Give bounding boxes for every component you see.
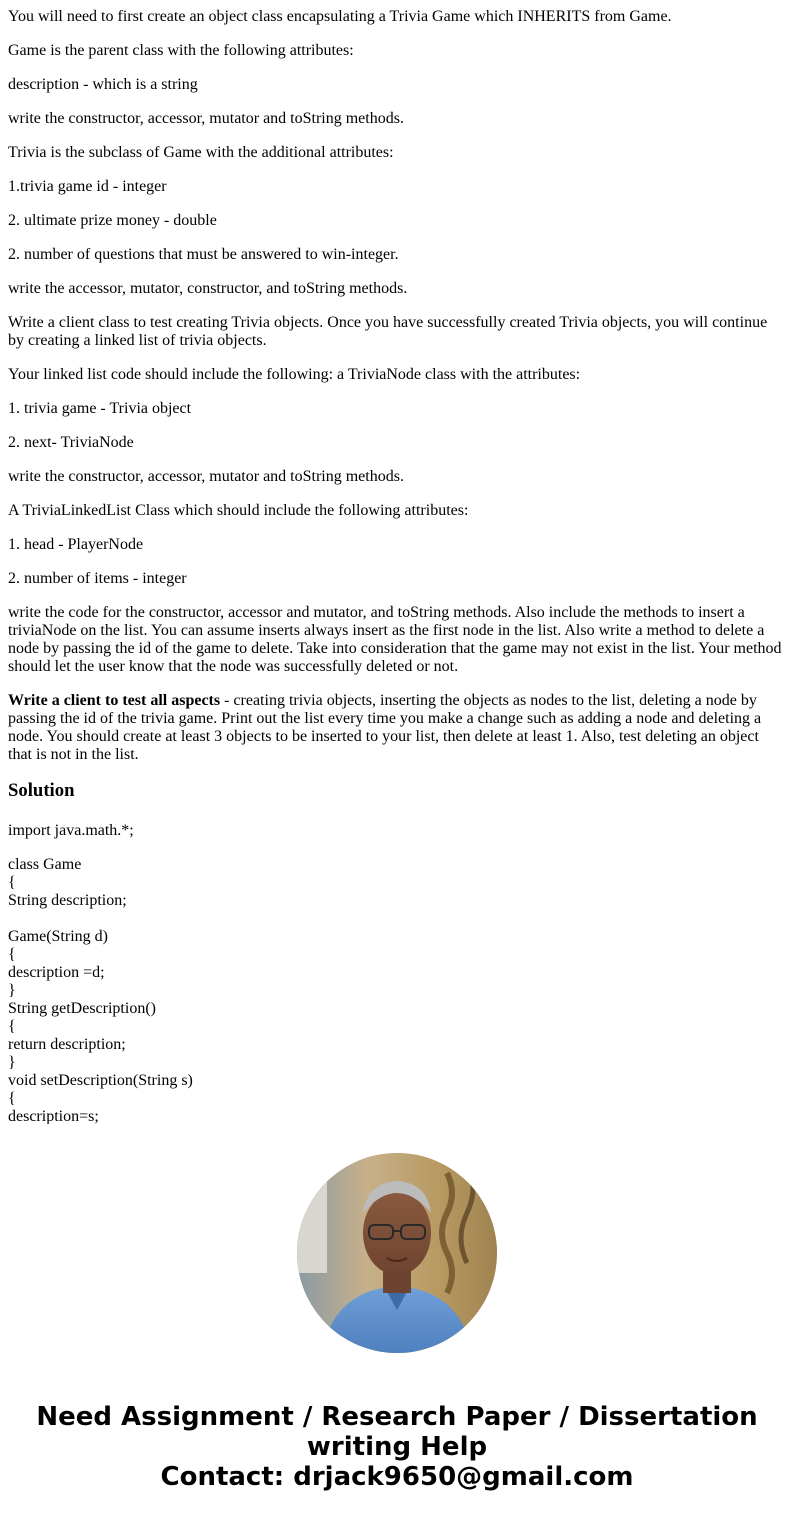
code-line: } bbox=[8, 982, 16, 999]
question-paragraph: Write a client class to test creating Trivia objects. Once you have successfully created Trivia objects, you will continue by creating a linked list of trivia objects. bbox=[8, 314, 768, 349]
banner-line-3: Contact: drjack9650@gmail.com bbox=[160, 1462, 634, 1492]
question-final-paragraph bbox=[8, 692, 784, 764]
question-paragraph: write the constructor, accessor, mutator and toString methods. bbox=[8, 468, 404, 485]
code-line: Game(String d) bbox=[8, 928, 108, 945]
document-body bbox=[8, 0, 784, 1124]
author-avatar bbox=[297, 1153, 497, 1353]
author-photo-image bbox=[297, 1153, 497, 1353]
code-line: } bbox=[8, 1054, 16, 1071]
contact-banner bbox=[0, 1402, 794, 1492]
question-paragraph: write the code for the constructor, accessor and mutator, and toString methods. Also include the methods to insert a triviaNode on the list. You can assume inserts always insert as the first node in the list. Also write a method to delete a node by passing the id of the game to delete. Take into consideration that the game may not exist in the list. Your method should let the user know that the node was successfully deleted or not. bbox=[8, 604, 782, 675]
code-line bbox=[8, 910, 784, 928]
code-line: return description; bbox=[8, 1036, 126, 1053]
code-line: class Game bbox=[8, 856, 82, 873]
code-line: String description; bbox=[8, 892, 127, 909]
banner-line-1: Need Assignment / Research Paper / Dissertation bbox=[36, 1402, 758, 1432]
solution-code bbox=[8, 822, 784, 1124]
question-text bbox=[8, 8, 784, 764]
question-paragraph: 1. trivia game - Trivia object bbox=[8, 400, 192, 417]
question-paragraph: 1. head - PlayerNode bbox=[8, 536, 144, 553]
code-line: description =d; bbox=[8, 964, 105, 981]
code-line: { bbox=[8, 946, 16, 963]
code-line: { bbox=[8, 1090, 16, 1107]
question-paragraph: write the accessor, mutator, constructor, and toString methods. bbox=[8, 280, 408, 297]
solution-heading: Solution bbox=[8, 780, 75, 801]
code-line: { bbox=[8, 874, 16, 891]
question-paragraph: Your linked list code should include the following: a TriviaNode class with the attributes: bbox=[8, 366, 581, 383]
question-paragraph: write the constructor, accessor, mutator and toString methods. bbox=[8, 110, 404, 127]
question-paragraph: Trivia is the subclass of Game with the additional attributes: bbox=[8, 144, 394, 161]
banner-line-2: writing Help bbox=[306, 1432, 488, 1462]
code-line: description=s; bbox=[8, 1108, 99, 1124]
code-import-line: import java.math.*; bbox=[8, 822, 134, 839]
code-line: String getDescription() bbox=[8, 1000, 156, 1017]
code-lines bbox=[8, 856, 784, 1124]
question-paragraph: Game is the parent class with the following attributes: bbox=[8, 42, 354, 59]
question-final-bold: Write a client to test all aspects bbox=[8, 692, 221, 709]
question-paragraph: 1.trivia game id - integer bbox=[8, 178, 167, 195]
question-paragraph: A TriviaLinkedList Class which should include the following attributes: bbox=[8, 502, 469, 519]
code-line: void setDescription(String s) bbox=[8, 1072, 193, 1089]
question-paragraph: You will need to first create an object class encapsulating a Trivia Game which INHERITS from Game. bbox=[8, 8, 672, 25]
question-final-rest: - creating trivia objects, inserting the objects as nodes to the list, deleting a node by passing the id of the trivia game. Print out the list every time you make a change such as adding a node and deleting a node. You should create at least 3 objects to be inserted to your list, then delete at least 1. Also, test deleting an object that is not in the list. bbox=[8, 692, 762, 763]
question-paragraph: 2. ultimate prize money - double bbox=[8, 212, 217, 229]
code-line: { bbox=[8, 1018, 16, 1035]
question-paragraph: 2. next- TriviaNode bbox=[8, 434, 134, 451]
question-paragraph: 2. number of items - integer bbox=[8, 570, 187, 587]
question-paragraph: description - which is a string bbox=[8, 76, 198, 93]
question-paragraph: 2. number of questions that must be answered to win-integer. bbox=[8, 246, 399, 263]
